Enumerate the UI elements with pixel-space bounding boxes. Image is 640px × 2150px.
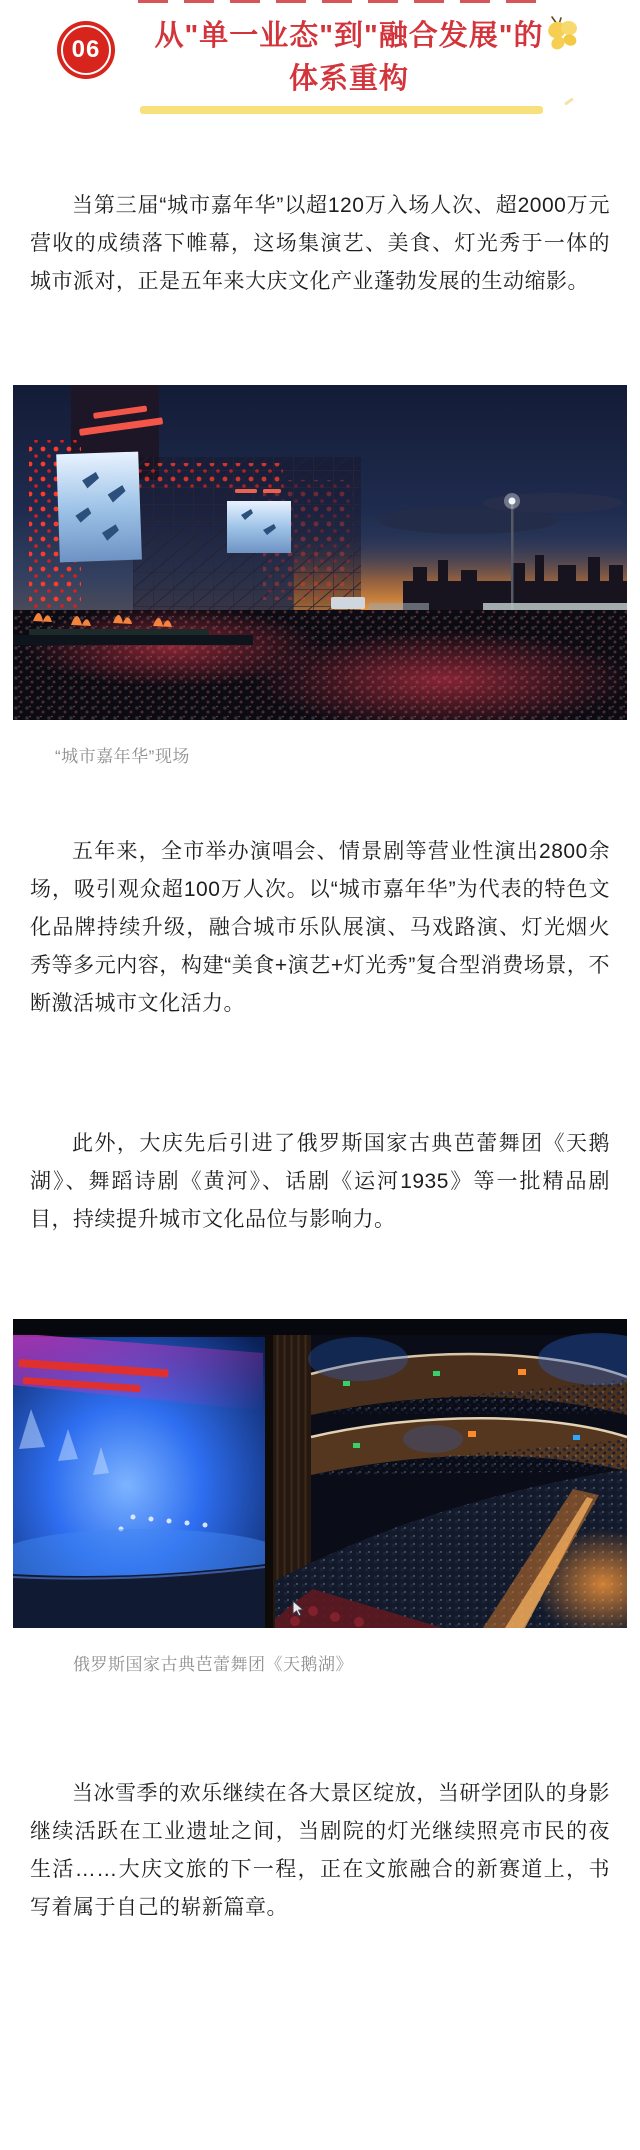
- paragraph-4: 当冰雪季的欢乐继续在各大景区绽放，当研学团队的身影继续活跃在工业遗址之间，当剧院的灯光继续照亮市民的夜生活……大庆文旅的下一程，正在文旅融合的新赛道上，书写着属于自己的崭新篇章。: [30, 1782, 610, 1919]
- figure-carnival: [13, 385, 627, 769]
- photo-caption-ballet: 俄罗斯国家古典芭蕾舞团《天鹅湖》: [73, 1655, 353, 1674]
- butterfly-icon: [546, 15, 580, 55]
- section-title-line1: 从"单一业态"到"融合发展"的: [154, 20, 544, 52]
- photo-carnival-night-scene[interactable]: [13, 385, 627, 720]
- section-title: [128, 15, 570, 101]
- badge-ring: [61, 25, 111, 75]
- paragraph-1: 当第三届“城市嘉年华”以超120万入场人次、超2000万元营收的成绩落下帷幕，这场集演艺、美食、灯光秀于一体的城市派对，正是五年来大庆文化产业蓬勃发展的生动缩影。: [30, 194, 610, 293]
- paragraph-3: 此外，大庆先后引进了俄罗斯国家古典芭蕾舞团《天鹅湖》、舞蹈诗剧《黄河》、话剧《运河1935》等一批精品剧目，持续提升城市文化品位与影响力。: [30, 1132, 610, 1231]
- figure-theater: [13, 1319, 627, 1677]
- photo-theater-ballet-scene[interactable]: [13, 1319, 627, 1628]
- paragraph-2: 五年来，全市举办演唱会、情景剧等营业性演出2800余场，吸引观众超100万人次。以“城市嘉年华”为代表的特色文化品牌持续升级，融合城市乐队展演、马戏路演、灯光烟火秀等多元内容，构建“美食+演艺+灯光秀”复合型消费场景，不断激活城市文化活力。: [30, 840, 610, 1015]
- section-number-badge: [57, 21, 115, 79]
- section-number: 06: [71, 36, 101, 63]
- title-underline: [140, 106, 543, 114]
- section-title-line2: 体系重构: [288, 63, 409, 95]
- photo-caption-carnival: “城市嘉年华”现场: [55, 747, 190, 766]
- section-header: [0, 3, 640, 115]
